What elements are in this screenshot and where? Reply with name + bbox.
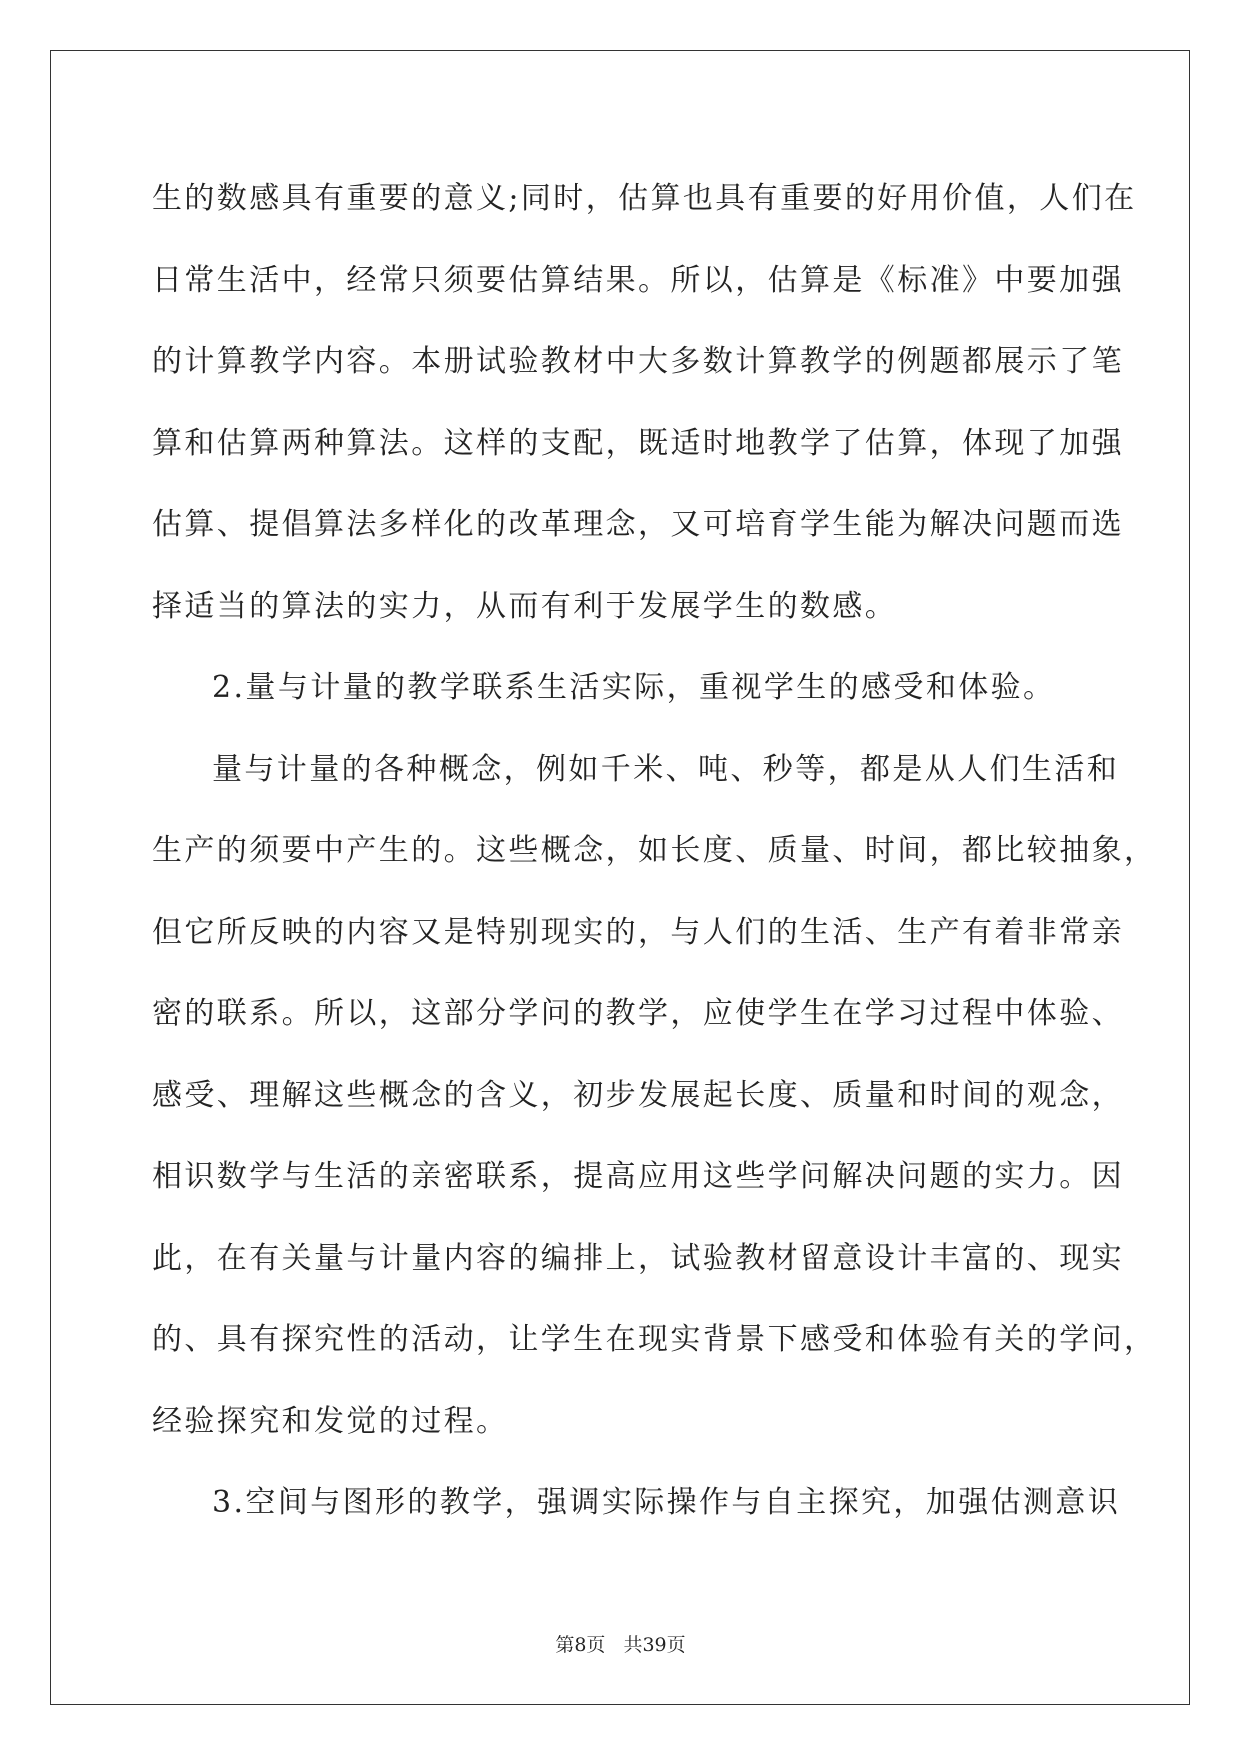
text-line: 生的数感具有重要的意义;同时，估算也具有重要的好用价值，人们在 (152, 181, 1137, 216)
text-line: 日常生活中，经常只须要估算结果。所以，估算是《标准》中要加强 (152, 262, 1124, 298)
text-line: 生产的须要中产生的。这些概念，如长度、质量、时间，都比较抽象， (152, 833, 1157, 868)
document-body (152, 158, 1157, 1544)
section-heading-2: 2.量与计量的教学联系生活实际，重视学生的感受和体验。 (212, 670, 1056, 705)
text-line: 此，在有关量与计量内容的编排上，试验教材留意设计丰富的、现实 (152, 1240, 1124, 1276)
text-line: 密的联系。所以，这部分学问的教学，应使学生在学习过程中体验、 (152, 996, 1124, 1031)
text-line: 但它所反映的内容又是特别现实的，与人们的生活、生产有着非常亲 (152, 914, 1124, 950)
text-line: 的计算教学内容。本册试验教材中大多数计算教学的例题都展示了笔 (152, 344, 1124, 379)
text-line: 经验探究和发觉的过程。 (152, 1403, 509, 1439)
page-number-total: 共39页 (623, 1634, 686, 1656)
text-line: 的、具有探究性的活动，让学生在现实背景下感受和体验有关的学问， (152, 1322, 1157, 1357)
text-line: 估算、提倡算法多样化的改革理念，又可培育学生能为解决问题而选 (152, 507, 1124, 542)
section-heading-3: 3.空间与图形的教学，强调实际操作与自主探究，加强估测意识 (212, 1485, 1121, 1520)
text-line: 量与计量的各种概念，例如千米、吨、秒等，都是从人们生活和 (212, 751, 1120, 787)
text-line: 算和估算两种算法。这样的支配，既适时地教学了估算，体现了加强 (152, 425, 1124, 461)
text-line: 择适当的算法的实力，从而有利于发展学生的数感。 (152, 588, 898, 624)
page-number-current: 第8页 (555, 1634, 606, 1656)
page-footer (0, 1630, 1241, 1657)
text-line: 感受、理解这些概念的含义，初步发展起长度、质量和时间的观念， (152, 1077, 1124, 1113)
text-line: 相识数学与生活的亲密联系，提高应用这些学问解决问题的实力。因 (152, 1159, 1124, 1194)
